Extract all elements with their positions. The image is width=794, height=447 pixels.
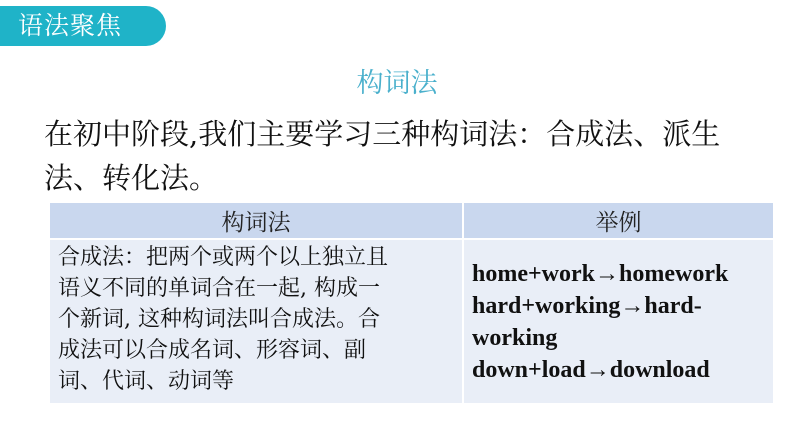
example-line: hard+working→hard-	[472, 292, 702, 319]
header-example: 举例	[463, 203, 773, 239]
method-description	[50, 239, 463, 403]
examples-cell	[463, 239, 773, 403]
intro-paragraph	[44, 112, 784, 200]
example-line: down+load→download	[472, 356, 710, 383]
intro-line: 在初中阶段,我们主要学习三种构词法：合成法、派生	[44, 117, 721, 151]
example-line: home+work→homework	[472, 260, 729, 287]
section-title: 构词法	[356, 68, 438, 99]
description-line: 合成法：把两个或两个以上独立且	[58, 245, 389, 270]
description-line: 语义不同的单词合在一起, 构成一	[58, 276, 380, 301]
description-line: 词、代词、动词等	[58, 369, 235, 394]
word-formation-table	[50, 203, 773, 403]
header-method: 构词法	[50, 203, 463, 239]
example-line: working	[472, 324, 558, 351]
description-line: 成法可以合成名词、形容词、副	[58, 338, 367, 363]
intro-line: 法、转化法。	[44, 161, 219, 195]
description-line: 个新词, 这种构词法叫合成法。合	[58, 307, 380, 332]
section-tag: 语法聚焦	[0, 6, 166, 46]
